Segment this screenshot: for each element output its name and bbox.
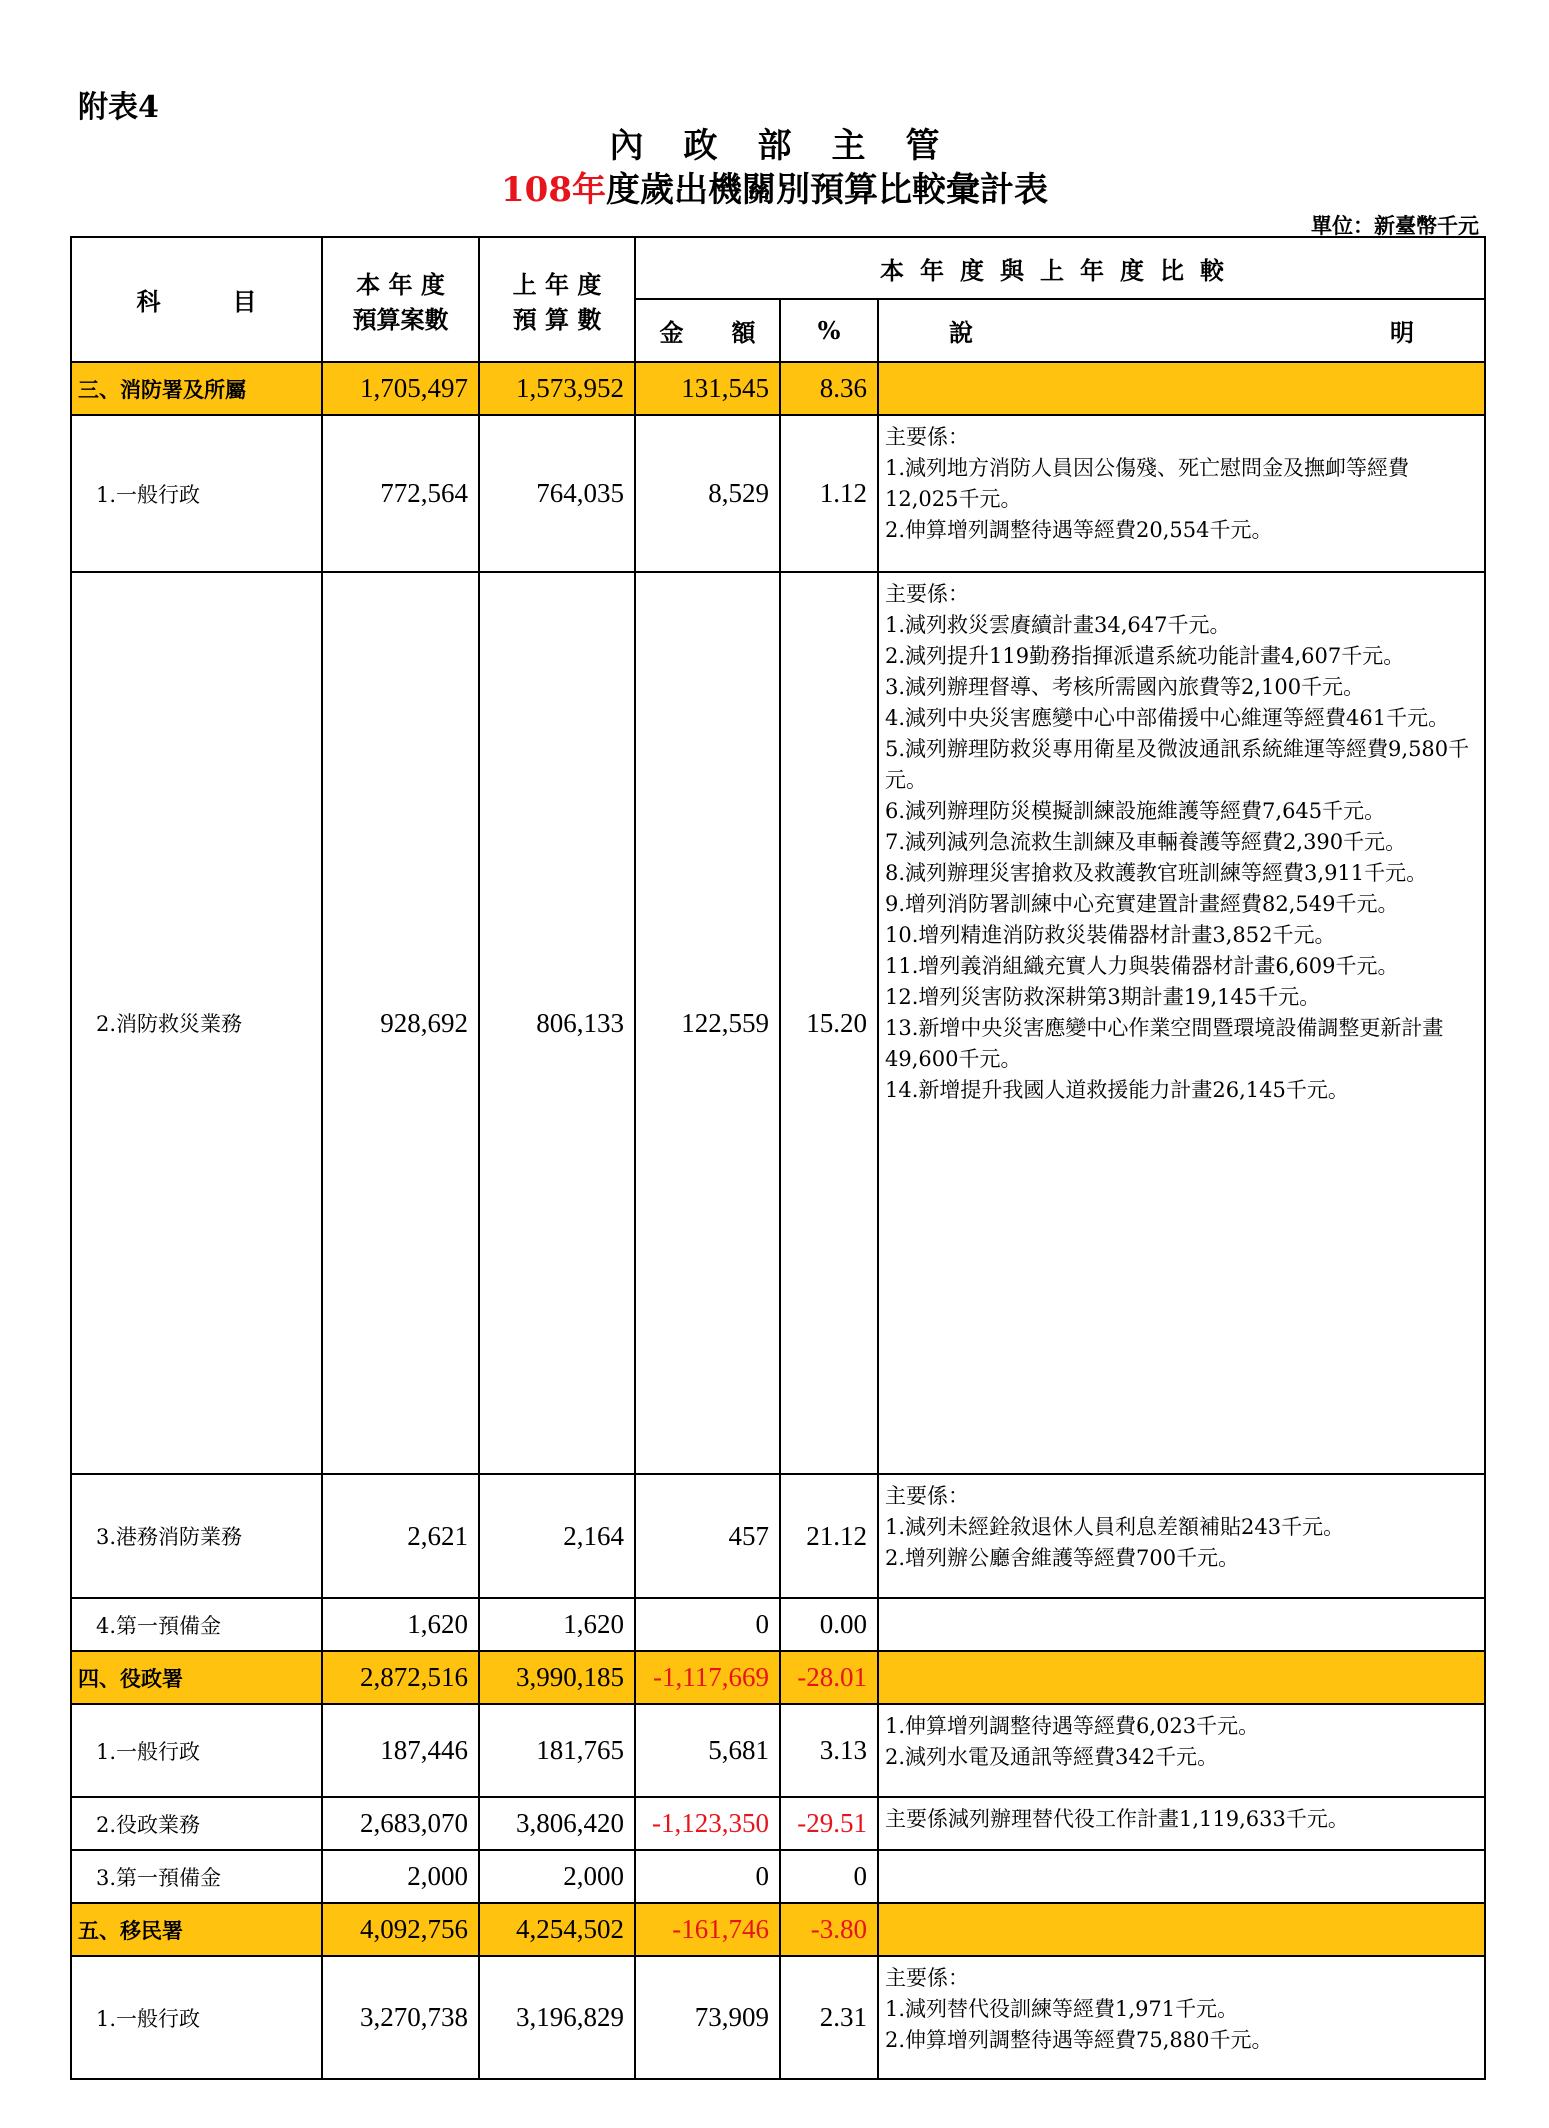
row-current-budget: 3,270,738 xyxy=(322,1956,479,2079)
explanation-line: 主要係： xyxy=(885,425,969,449)
row-current-budget: 1,705,497 xyxy=(322,362,479,415)
explanation-line: 6.減列辦理防災模擬訓練設施維護等經費7,645千元。 xyxy=(885,799,1386,823)
row-previous-budget: 181,765 xyxy=(479,1704,635,1797)
row-current-budget: 928,692 xyxy=(322,572,479,1474)
row-percent: 21.12 xyxy=(780,1474,878,1598)
row-subject: 3.港務消防業務 xyxy=(71,1474,322,1598)
row-explanation xyxy=(878,415,1485,572)
explanation-line: 1.減列替代役訓練等經費1,971千元。 xyxy=(885,1997,1239,2021)
page-subtitle xyxy=(0,162,1549,211)
table-row xyxy=(71,1598,1485,1651)
row-percent: 0 xyxy=(780,1850,878,1903)
row-current-budget: 1,620 xyxy=(322,1598,479,1651)
header-percent: % xyxy=(780,299,878,362)
header-comparison: 本年度與上年度比較 xyxy=(635,237,1485,299)
explanation-line: 1.伸算增列調整待遇等經費6,023千元。 xyxy=(885,1714,1260,1738)
explanation-line: 主要係： xyxy=(885,1484,969,1508)
row-previous-budget: 1,573,952 xyxy=(479,362,635,415)
row-explanation xyxy=(878,1651,1485,1704)
explanation-line: 7.減列減列急流救生訓練及車輛養護等經費2,390千元。 xyxy=(885,830,1407,854)
row-amount: 457 xyxy=(635,1474,780,1598)
row-previous-budget: 1,620 xyxy=(479,1598,635,1651)
row-subject: 1.一般行政 xyxy=(71,1704,322,1797)
row-amount: 0 xyxy=(635,1850,780,1903)
row-subject: 四、役政署 xyxy=(71,1651,322,1704)
row-explanation xyxy=(878,1903,1485,1956)
row-subject: 2.役政業務 xyxy=(71,1797,322,1850)
row-subject: 1.一般行政 xyxy=(71,415,322,572)
row-explanation xyxy=(878,362,1485,415)
row-explanation xyxy=(878,1850,1485,1903)
row-explanation xyxy=(878,1474,1485,1598)
explanation-line: 12.增列災害防救深耕第3期計畫19,145千元。 xyxy=(885,985,1321,1009)
row-explanation xyxy=(878,1956,1485,2079)
row-subject: 1.一般行政 xyxy=(71,1956,322,2079)
row-explanation xyxy=(878,1704,1485,1797)
explanation-line: 主要係： xyxy=(885,1966,969,1990)
table-row xyxy=(71,1474,1485,1598)
header-explanation xyxy=(878,299,1485,362)
row-percent: 2.31 xyxy=(780,1956,878,2079)
explanation-line: 13.新增中央災害應變中心作業空間暨環境設備調整更新計畫49,600千元。 xyxy=(885,1016,1444,1071)
row-percent: -29.51 xyxy=(780,1797,878,1850)
explanation-line: 主要係減列辦理替代役工作計畫1,119,633千元。 xyxy=(885,1807,1349,1831)
subtitle-text: 度歲出機關別預算比較彙計表 xyxy=(605,170,1048,210)
row-current-budget: 2,621 xyxy=(322,1474,479,1598)
row-current-budget: 2,000 xyxy=(322,1850,479,1903)
header-subject: 科 目 xyxy=(71,237,322,362)
row-amount: -1,123,350 xyxy=(635,1797,780,1850)
row-subject: 4.第一預備金 xyxy=(71,1598,322,1651)
row-amount: 0 xyxy=(635,1598,780,1651)
section-row xyxy=(71,362,1485,415)
row-previous-budget: 806,133 xyxy=(479,572,635,1474)
row-percent: 8.36 xyxy=(780,362,878,415)
row-subject: 三、消防署及所屬 xyxy=(71,362,322,415)
explanation-line: 3.減列辦理督導、考核所需國內旅費等2,100千元。 xyxy=(885,675,1365,699)
header-explanation-left: 說 xyxy=(949,318,973,347)
attachment-label: 附表4 xyxy=(78,90,159,125)
row-percent: -3.80 xyxy=(780,1903,878,1956)
row-amount: 122,559 xyxy=(635,572,780,1474)
explanation-line: 2.伸算增列調整待遇等經費75,880千元。 xyxy=(885,2028,1273,2052)
row-amount: 8,529 xyxy=(635,415,780,572)
row-amount: -161,746 xyxy=(635,1903,780,1956)
unit-label: 單位：新臺幣千元 xyxy=(1311,213,1479,238)
explanation-line: 1.減列地方消防人員因公傷殘、死亡慰問金及撫卹等經費12,025千元。 xyxy=(885,456,1410,511)
explanation-line: 2.減列水電及通訊等經費342千元。 xyxy=(885,1745,1219,1769)
table-row xyxy=(71,572,1485,1474)
fiscal-year: 108年 xyxy=(501,170,606,210)
table-row xyxy=(71,1797,1485,1850)
page-title: 內政部主管 xyxy=(609,126,980,166)
row-previous-budget: 2,000 xyxy=(479,1850,635,1903)
explanation-line: 4.減列中央災害應變中心中部備援中心維運等經費461千元。 xyxy=(885,706,1450,730)
row-amount: 131,545 xyxy=(635,362,780,415)
row-subject: 五、移民署 xyxy=(71,1903,322,1956)
row-previous-budget: 3,196,829 xyxy=(479,1956,635,2079)
section-row xyxy=(71,1651,1485,1704)
explanation-line: 5.減列辦理防救災專用衛星及微波通訊系統維運等經費9,580千元。 xyxy=(885,737,1470,792)
row-current-budget: 4,092,756 xyxy=(322,1903,479,1956)
table-row xyxy=(71,1850,1485,1903)
header-previous-budget: 上 年 度 預 算 數 xyxy=(479,237,635,362)
row-explanation xyxy=(878,1797,1485,1850)
row-explanation xyxy=(878,572,1485,1474)
explanation-line: 1.減列救災雲賡續計畫34,647千元。 xyxy=(885,613,1231,637)
row-percent: -28.01 xyxy=(780,1651,878,1704)
row-previous-budget: 764,035 xyxy=(479,415,635,572)
row-previous-budget: 2,164 xyxy=(479,1474,635,1598)
row-explanation xyxy=(878,1598,1485,1651)
explanation-line: 10.增列精進消防救災裝備器材計畫3,852千元。 xyxy=(885,923,1336,947)
explanation-line: 8.減列辦理災害搶救及救護教官班訓練等經費3,911千元。 xyxy=(885,861,1428,885)
row-current-budget: 772,564 xyxy=(322,415,479,572)
row-percent: 1.12 xyxy=(780,415,878,572)
row-amount: -1,117,669 xyxy=(635,1651,780,1704)
explanation-line: 14.新增提升我國人道救援能力計畫26,145千元。 xyxy=(885,1078,1349,1102)
explanation-line: 主要係： xyxy=(885,582,969,606)
explanation-line: 9.增列消防署訓練中心充實建置計畫經費82,549千元。 xyxy=(885,892,1399,916)
section-row xyxy=(71,1903,1485,1956)
table-row xyxy=(71,1956,1485,2079)
row-subject: 2.消防救災業務 xyxy=(71,572,322,1474)
row-current-budget: 2,872,516 xyxy=(322,1651,479,1704)
table-body xyxy=(71,362,1485,2079)
explanation-line: 2.增列辦公廳舍維護等經費700千元。 xyxy=(885,1546,1240,1570)
table-row xyxy=(71,415,1485,572)
row-percent: 0.00 xyxy=(780,1598,878,1651)
row-amount: 73,909 xyxy=(635,1956,780,2079)
row-percent: 15.20 xyxy=(780,572,878,1474)
explanation-line: 2.伸算增列調整待遇等經費20,554千元。 xyxy=(885,518,1273,542)
header-amount: 金 額 xyxy=(635,299,780,362)
row-amount: 5,681 xyxy=(635,1704,780,1797)
explanation-line: 2.減列提升119勤務指揮派遣系統功能計畫4,607千元。 xyxy=(885,644,1405,668)
row-percent: 3.13 xyxy=(780,1704,878,1797)
row-subject: 3.第一預備金 xyxy=(71,1850,322,1903)
explanation-line: 1.減列未經銓敘退休人員利息差額補貼243千元。 xyxy=(885,1515,1345,1539)
row-current-budget: 187,446 xyxy=(322,1704,479,1797)
header-explanation-right: 明 xyxy=(1390,318,1415,347)
header-current-budget: 本 年 度 預算案數 xyxy=(322,237,479,362)
row-current-budget: 2,683,070 xyxy=(322,1797,479,1850)
row-previous-budget: 3,990,185 xyxy=(479,1651,635,1704)
explanation-line: 11.增列義消組織充實人力與裝備器材計畫6,609千元。 xyxy=(885,954,1399,978)
row-previous-budget: 4,254,502 xyxy=(479,1903,635,1956)
row-previous-budget: 3,806,420 xyxy=(479,1797,635,1850)
budget-table xyxy=(70,236,1486,2080)
table-row xyxy=(71,1704,1485,1797)
